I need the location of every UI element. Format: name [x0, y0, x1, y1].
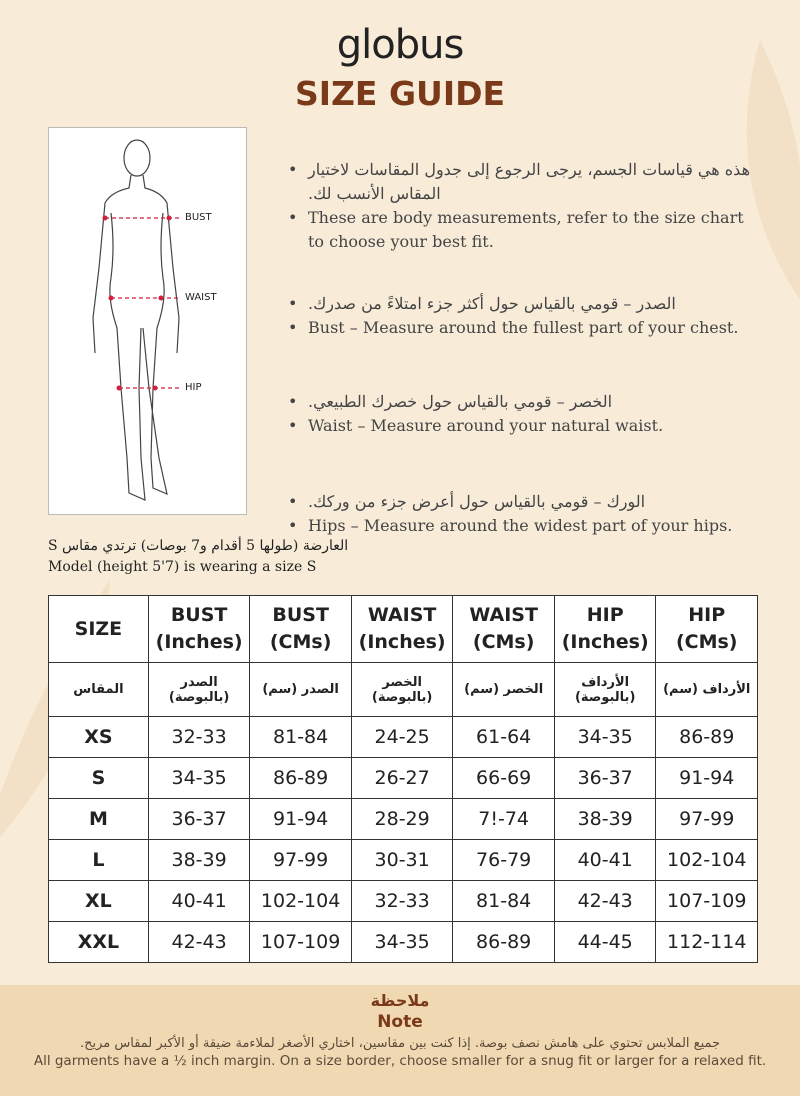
table-row: [49, 840, 758, 881]
measurement-cell: 34-35: [148, 758, 250, 799]
measurement-cell: 66-69: [453, 758, 555, 799]
measurement-cell: 86-89: [453, 922, 555, 963]
header-ar: المقاس: [49, 663, 149, 717]
measurement-cell: 26-27: [351, 758, 453, 799]
figure-label-bust: BUST: [185, 212, 212, 223]
table-row: [49, 758, 758, 799]
measurement-cell: 28-29: [351, 799, 453, 840]
measurement-cell: 107-109: [250, 922, 351, 963]
header-ar: الخصر (سم): [453, 663, 555, 717]
measurement-cell: 112-114: [656, 922, 758, 963]
figure-label-hip: HIP: [185, 382, 202, 393]
size-cell: XL: [49, 881, 149, 922]
model-info-en: Model (height 5'7) is wearing a size S: [48, 559, 317, 575]
table-header-row: [49, 596, 758, 663]
measurement-cell: 42-43: [554, 881, 656, 922]
measurement-cell: 102-104: [250, 881, 351, 922]
measurement-cell: 97-99: [250, 840, 351, 881]
header-size: SIZE: [49, 596, 149, 663]
measurement-cell: 32-33: [351, 881, 453, 922]
size-chart-table: [48, 595, 758, 963]
measurement-cell: 36-37: [554, 758, 656, 799]
table-row: [49, 799, 758, 840]
measurement-cell: 40-41: [148, 881, 250, 922]
bullet-en: • These are body measurements, refer to the size chart to choose your best fit.: [286, 206, 756, 254]
figure-silhouette: [49, 128, 246, 514]
table-row: [49, 881, 758, 922]
measurement-cell: 81-84: [250, 717, 351, 758]
measurement-cell: 91-94: [656, 758, 758, 799]
instruction-waist: [286, 390, 756, 438]
header-waist-cms: WAIST (CMs): [453, 596, 555, 663]
header-bust-inches: BUST (Inches): [148, 596, 250, 663]
measurement-cell: 24-25: [351, 717, 453, 758]
bullet-en: • Bust – Measure around the fullest part of your chest.: [286, 316, 756, 340]
measurement-cell: 38-39: [554, 799, 656, 840]
model-info: [48, 536, 348, 578]
header-ar: الأرداف (بالبوصة): [554, 663, 656, 717]
measurement-cell: 36-37: [148, 799, 250, 840]
instruction-bust: [286, 292, 756, 340]
bullet-ar: • الورك – قومي بالقياس حول أعرض جزء من وركك.: [286, 490, 756, 514]
note-title-ar: ملاحظة: [370, 991, 430, 1010]
size-cell: XS: [49, 717, 149, 758]
figure-label-waist: WAIST: [185, 292, 217, 303]
header-bust-cms: BUST (CMs): [250, 596, 351, 663]
measurement-cell: 102-104: [656, 840, 758, 881]
header-ar: الصدر (بالبوصة): [148, 663, 250, 717]
note-text-en: All garments have a ½ inch margin. On a size border, choose smaller for a snug fit or larger for a relaxed fit.: [33, 1053, 767, 1069]
note-text-ar: جميع الملابس تحتوي على هامش نصف بوصة. إذا كنت بين مقاسين، اختاري الأصغر لملاءمة ضيقة أو الأكبر لمقاس مريح.: [79, 1036, 721, 1051]
measurement-cell: 86-89: [656, 717, 758, 758]
brand-logo: globus: [336, 22, 464, 68]
measurement-cell: 86-89: [250, 758, 351, 799]
note-section: [0, 985, 800, 1096]
measurement-cell: 76-79: [453, 840, 555, 881]
bullet-ar: • الصدر – قومي بالقياس حول أكثر جزء امتلاءً من صدرك.: [286, 292, 756, 316]
measurement-cell: 32-33: [148, 717, 250, 758]
measurement-cell: 81-84: [453, 881, 555, 922]
measurement-cell: 42-43: [148, 922, 250, 963]
page-title: SIZE GUIDE: [294, 74, 506, 113]
instruction-general: [286, 158, 756, 254]
bullet-ar: • الخصر – قومي بالقياس حول خصرك الطبيعي.: [286, 390, 756, 414]
measurement-cell: 91-94: [250, 799, 351, 840]
table-header-row-arabic: [49, 663, 758, 717]
measurement-cell: 44-45: [554, 922, 656, 963]
measurement-instructions: [286, 158, 756, 576]
header-hip-inches: HIP (Inches): [554, 596, 656, 663]
table-row: [49, 922, 758, 963]
bullet-ar: • هذه هي قياسات الجسم، يرجى الرجوع إلى جدول المقاسات لاختيار المقاس الأنسب لك.: [286, 158, 756, 206]
measurement-cell: 7!-74: [453, 799, 555, 840]
measurement-cell: 61-64: [453, 717, 555, 758]
size-cell: L: [49, 840, 149, 881]
measurement-cell: 97-99: [656, 799, 758, 840]
measurement-cell: 34-35: [351, 922, 453, 963]
bullet-en: • Hips – Measure around the widest part of your hips.: [286, 514, 756, 538]
size-cell: M: [49, 799, 149, 840]
measurement-cell: 40-41: [554, 840, 656, 881]
header-waist-inches: WAIST (Inches): [351, 596, 453, 663]
header-hip-cms: HIP (CMs): [656, 596, 758, 663]
measurement-cell: 107-109: [656, 881, 758, 922]
size-cell: XXL: [49, 922, 149, 963]
body-measurement-figure: [48, 127, 247, 515]
measurement-cell: 30-31: [351, 840, 453, 881]
measurement-cell: 38-39: [148, 840, 250, 881]
measurement-cell: 34-35: [554, 717, 656, 758]
instruction-hips: [286, 490, 756, 538]
header-ar: الصدر (سم): [250, 663, 351, 717]
header-ar: الأرداف (سم): [656, 663, 758, 717]
table-row: [49, 717, 758, 758]
size-cell: S: [49, 758, 149, 799]
header-ar: الخصر (بالبوصة): [351, 663, 453, 717]
note-title-en: Note: [377, 1012, 423, 1032]
bullet-en: • Waist – Measure around your natural waist.: [286, 414, 756, 438]
model-info-ar: العارضة (طولها 5 أقدام و7 بوصات) ترتدي مقاس S: [48, 538, 349, 554]
